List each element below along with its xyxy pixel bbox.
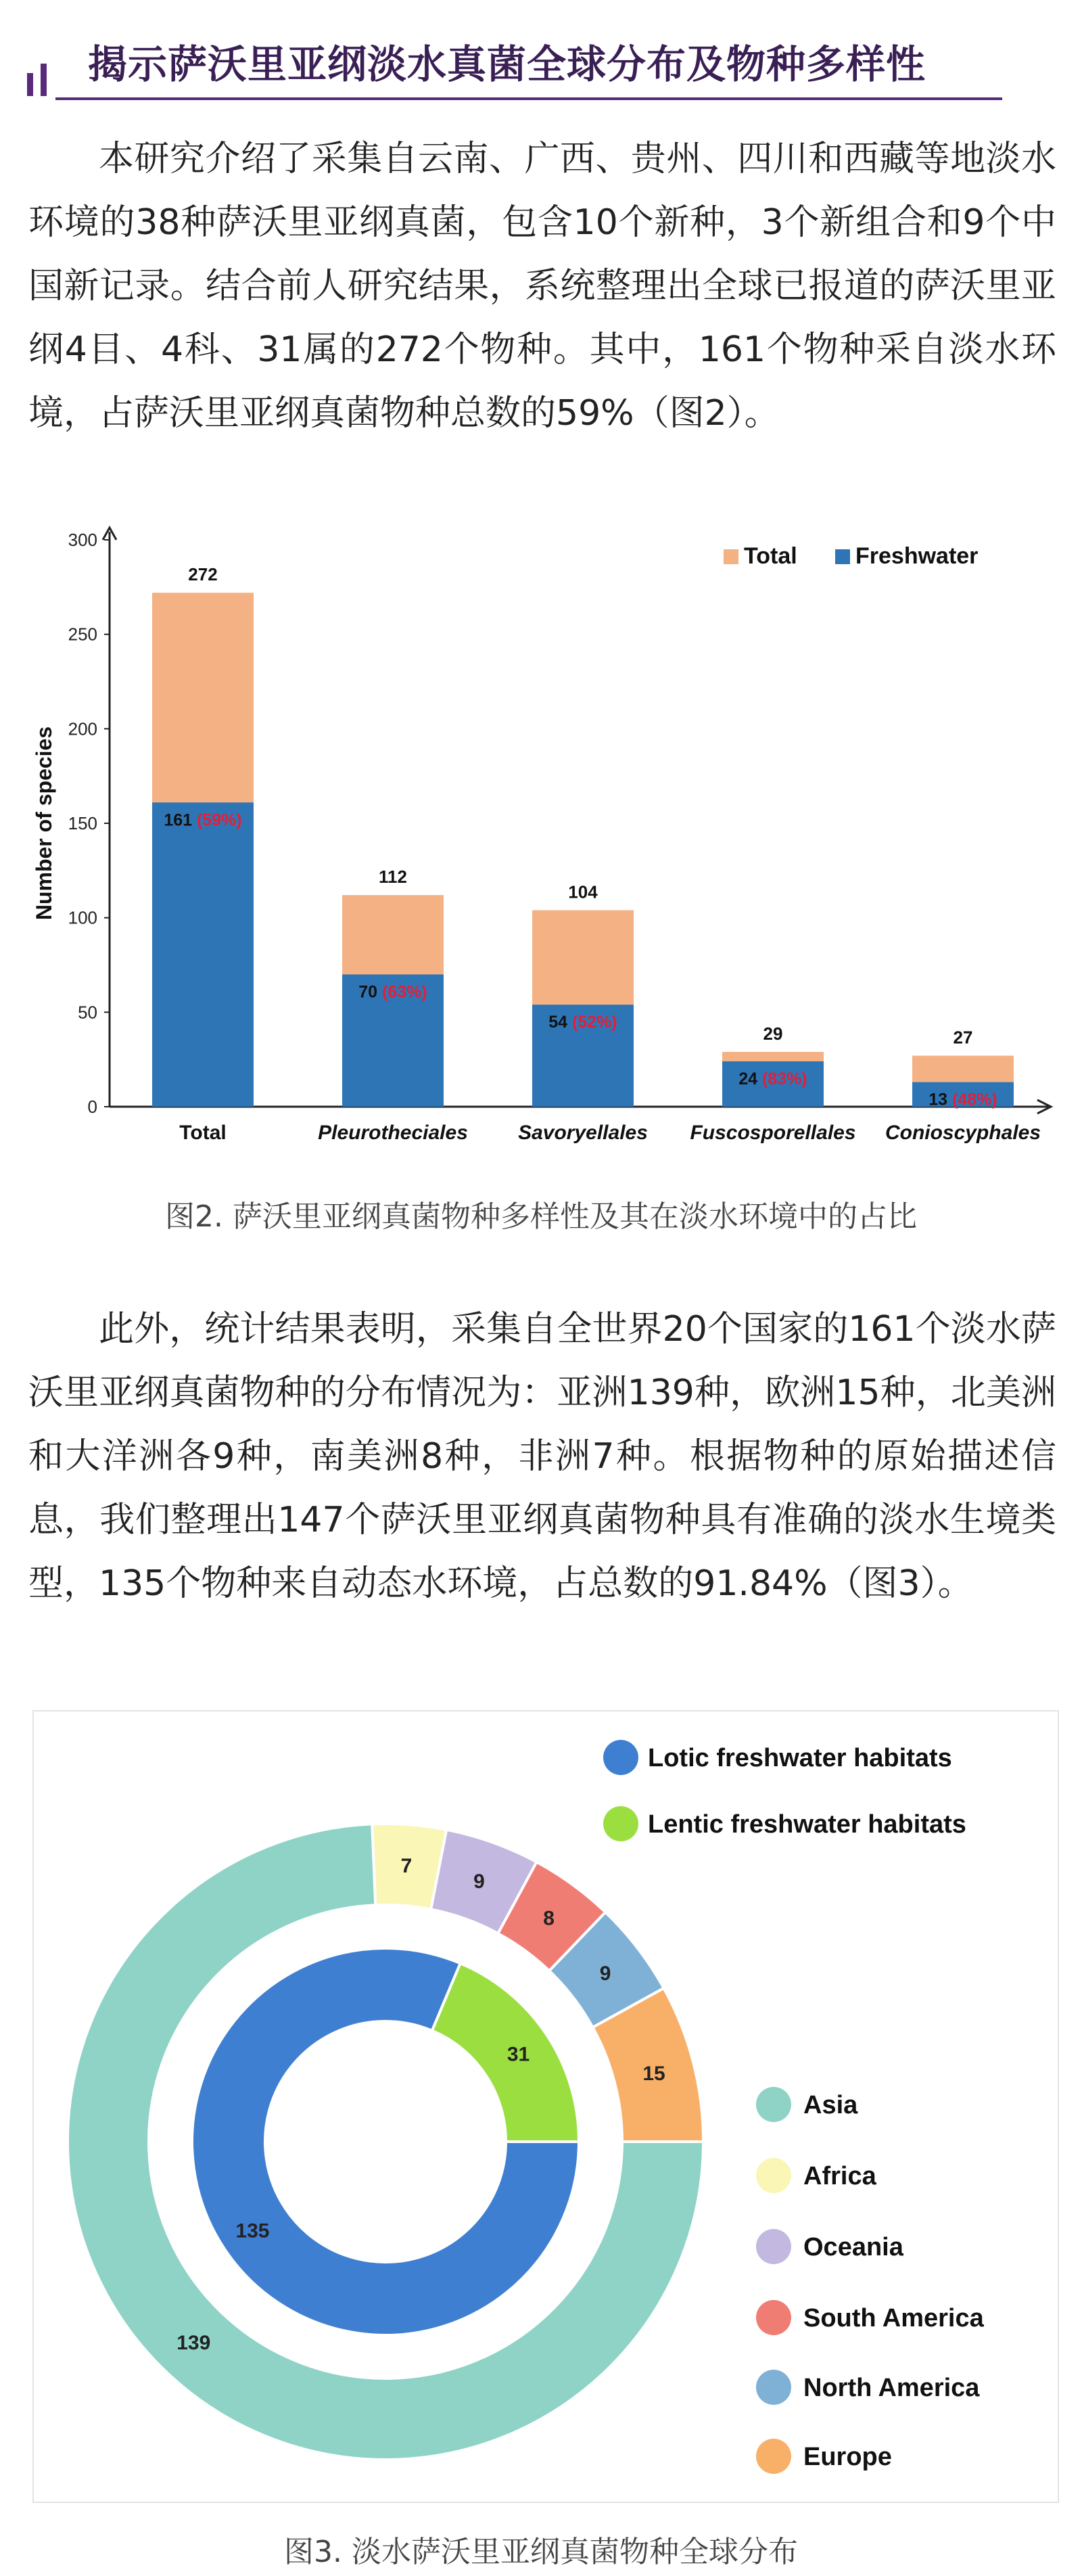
outer-continent-slice-value-label: 9: [599, 1962, 611, 1985]
legend-dot-continent: [756, 2370, 791, 2405]
freshwater-value-label: 24 (83%): [738, 1069, 807, 1088]
total-value-label: 104: [568, 881, 598, 902]
legend-dot-continent: [756, 2229, 791, 2264]
figure2-caption: 图2. 萨沃里亚纲真菌物种多样性及其在淡水环境中的占比: [165, 1199, 917, 1234]
outer-continent-slice-value-label: 15: [642, 2062, 665, 2085]
freshwater-value-label: 13 (48%): [928, 1090, 997, 1109]
freshwater-value-label: 161 (59%): [164, 810, 242, 830]
total-value-label: 112: [379, 867, 407, 888]
x-category-label: Savoryellales: [518, 1122, 648, 1144]
distribution-donut-chart: [32, 1710, 1056, 2500]
inner-habitat-slice-value-label: 135: [235, 2220, 270, 2242]
legend-label-lotic: Lotic freshwater habitats: [648, 1744, 952, 1772]
legend-label-continent: South America: [803, 2304, 984, 2332]
inner-habitat-slice-value-label: 31: [507, 2043, 530, 2066]
y-tick-label: 150: [68, 813, 97, 833]
legend-dot-continent: [756, 2300, 791, 2335]
legend-label-lentic: Lentic freshwater habitats: [648, 1810, 966, 1839]
legend-label-continent: North America: [803, 2374, 980, 2402]
total-value-label: 29: [763, 1023, 783, 1044]
legend-swatch-total: [724, 549, 738, 564]
legend-swatch-freshwater: [835, 549, 850, 564]
freshwater-value-label: 70 (63%): [358, 982, 427, 1002]
legend-label-continent: Africa: [803, 2162, 876, 2190]
total-value-label: 27: [953, 1027, 973, 1048]
paragraph-distribution: 此外，统计结果表明，采集自全世界20个国家的161个淡水萨沃里亚纲真菌物种的分布情况为：亚洲139种，欧洲15种，北美洲和大洋洲各9种，南美洲8种，非洲7种。根据物种的原始描述信息，我们整理出147个萨沃里亚纲真菌物种具有准确的淡水生境类型，135个物种来自动态水环境，占总数的91.84%（图3）。: [28, 1309, 1056, 1604]
y-tick-label: 250: [68, 624, 97, 645]
x-category-label: Fuscosporellales: [690, 1122, 856, 1144]
legend-label-continent: Oceania: [803, 2233, 903, 2261]
legend-dot-lentic: [603, 1806, 638, 1841]
bar-freshwater: [152, 802, 254, 1107]
legend-label-freshwater: Freshwater: [855, 543, 979, 569]
section-header: [27, 27, 987, 101]
legend-dot-continent: [756, 2087, 791, 2122]
y-tick-label: 50: [78, 1002, 97, 1023]
figure3-caption: 图3. 淡水萨沃里亚纲真菌物种全球分布: [284, 2535, 798, 2569]
y-axis-label: Number of species: [32, 726, 56, 921]
outer-continent-slice-value-label: 8: [543, 1907, 555, 1930]
species-bar-chart: [20, 521, 1075, 1170]
x-category-label: Total: [179, 1122, 227, 1144]
section-title: 揭示萨沃里亚纲淡水真菌全球分布及物种多样性: [88, 41, 926, 87]
y-tick-label: 0: [87, 1097, 97, 1117]
legend-label-total: Total: [744, 543, 797, 569]
outer-continent-slice-value-label: 9: [473, 1870, 485, 1893]
inner-habitat-slice: [432, 1963, 579, 2142]
total-value-label: 272: [188, 564, 218, 585]
title-underline: [55, 97, 1002, 100]
legend-dot-continent: [756, 2439, 791, 2474]
outer-continent-slice-value-label: 139: [177, 2331, 211, 2354]
x-category-label: Conioscyphales: [885, 1122, 1041, 1144]
y-tick-label: 100: [68, 907, 97, 928]
y-tick-label: 200: [68, 718, 97, 739]
legend-label-continent: Asia: [803, 2091, 858, 2119]
freshwater-value-label: 54 (52%): [548, 1013, 617, 1032]
accent-bar-icon: [41, 64, 47, 96]
paragraph-intro: 本研究介绍了采集自云南、广西、贵州、四川和西藏等地淡水环境的38种萨沃里亚纲真菌，包含10个新种，3个新组合和9个中国新记录。结合前人研究结果，系统整理出全球已报道的萨沃里亚纲4目、4科、31属的272个物种。其中，161个物种采自淡水环境，占萨沃里亚纲真菌物种总数的59%（图2）。: [28, 139, 1056, 434]
outer-continent-slice-value-label: 7: [400, 1855, 413, 1878]
legend-dot-continent: [756, 2158, 791, 2193]
legend-label-continent: Europe: [803, 2443, 892, 2471]
accent-bar-icon: [27, 73, 33, 96]
y-tick-label: 300: [68, 530, 97, 550]
legend-dot-lotic: [603, 1740, 638, 1775]
x-category-label: Pleurotheciales: [318, 1122, 468, 1144]
